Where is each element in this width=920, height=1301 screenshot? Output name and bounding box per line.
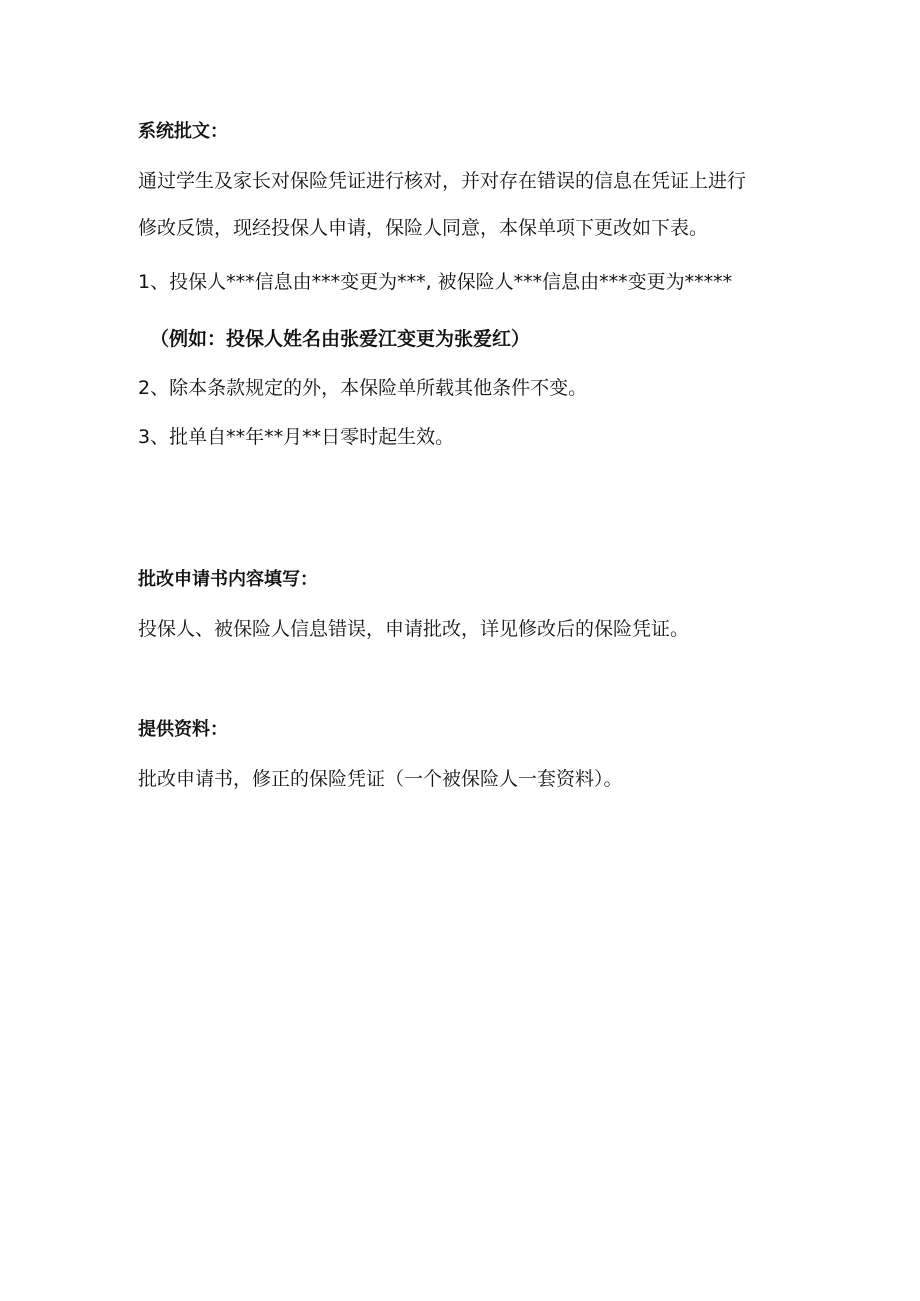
section-heading-system-approval: 系统批文： <box>138 121 228 142</box>
intro-paragraph-line-1: 通过学生及家长对保险凭证进行核对，并对存在错误的信息在凭证上进行 <box>138 170 747 192</box>
list-item-2: 2、除本条款规定的外，本保险单所载其他条件不变。 <box>138 377 588 399</box>
list-item-3: 3、批单自**年**月**日零时起生效。 <box>138 426 455 448</box>
example-note: （例如：投保人姓名由张爱江变更为张爱红） <box>150 328 531 350</box>
intro-paragraph-line-2: 修改反馈，现经投保人申请，保险人同意，本保单项下更改如下表。 <box>138 217 709 239</box>
list-item-1: 1、投保人***信息由***变更为***, 被保险人***信息由***变更为***** <box>138 271 733 293</box>
section-heading-materials: 提供资料： <box>138 719 228 740</box>
section-heading-application-content: 批改申请书内容填写： <box>138 569 318 590</box>
application-content-text: 投保人、被保险人信息错误，申请批改，详见修改后的保险凭证。 <box>138 618 690 640</box>
materials-text: 批改申请书，修正的保险凭证（一个被保险人一套资料）。 <box>138 768 623 790</box>
